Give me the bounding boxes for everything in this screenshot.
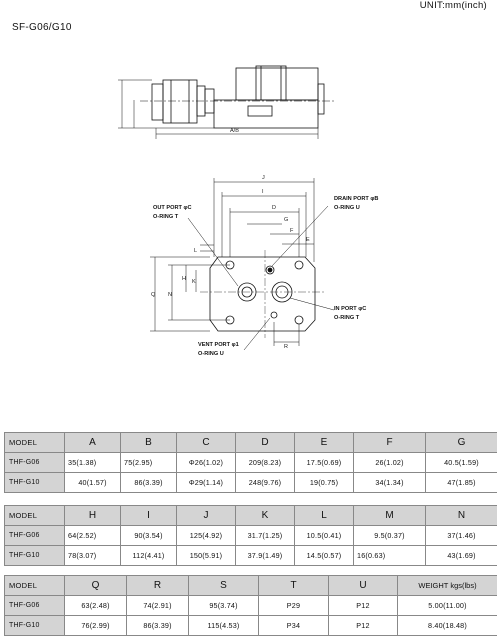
model-cell: THF-G10 <box>5 616 65 636</box>
model-cell: THF-G06 <box>5 453 65 473</box>
side-view <box>118 66 336 139</box>
dim-E: E <box>306 237 310 243</box>
table-cell: 209(8.23) <box>236 453 295 473</box>
table-cell: 10.5(0.41) <box>295 526 354 546</box>
dim-F: F <box>290 228 294 234</box>
in-oring-label: O-RING T <box>334 315 360 321</box>
table-cell: 43(1.69) <box>426 546 497 566</box>
table-cell: 37.9(1.49) <box>236 546 295 566</box>
table-cell: 16(0.63) <box>354 546 426 566</box>
table-row <box>5 473 497 493</box>
table-cell: 8.40(18.48) <box>398 616 497 636</box>
table-row <box>5 596 497 616</box>
header-cell: C <box>177 433 236 453</box>
dim-N: N <box>168 292 172 298</box>
table-cell: 19(0.75) <box>295 473 354 493</box>
header-cell: T <box>259 576 329 596</box>
header-cell: E <box>295 433 354 453</box>
header-cell: L <box>295 506 354 526</box>
table-cell: 14.5(0.57) <box>295 546 354 566</box>
table-cell: 37(1.46) <box>426 526 497 546</box>
header-cell: WEIGHT kgs(lbs) <box>398 576 497 596</box>
table-cell: 35(1.38) <box>65 453 121 473</box>
header-cell: R <box>127 576 189 596</box>
dim-K: K <box>192 279 196 285</box>
header-cell: M <box>354 506 426 526</box>
dim-L: L <box>194 248 197 254</box>
table-cell: 74(2.91) <box>127 596 189 616</box>
header-cell: MODEL <box>5 576 65 596</box>
dim-D: D <box>272 205 276 211</box>
out-oring-label: O-RING T <box>153 214 179 220</box>
in-port-label: IN PORT φC <box>334 306 366 312</box>
table-cell: 78(3.07) <box>65 546 121 566</box>
dim-G: G <box>284 217 288 223</box>
header-cell: MODEL <box>5 506 65 526</box>
header-cell: Q <box>65 576 127 596</box>
table-header-row <box>5 576 497 596</box>
dim-J: J <box>262 175 265 181</box>
table-row <box>5 453 497 473</box>
table-row <box>5 526 497 546</box>
table-header-row <box>5 433 497 453</box>
table-cell: 95(3.74) <box>189 596 259 616</box>
header-cell: S <box>189 576 259 596</box>
out-port-label: OUT PORT φC <box>153 205 192 211</box>
table-cell: 26(1.02) <box>354 453 426 473</box>
vent-port-label: VENT PORT φ1 <box>198 342 239 348</box>
model-cell: THF-G10 <box>5 473 65 493</box>
port-face-view <box>150 178 334 350</box>
table-cell: 86(3.39) <box>121 473 177 493</box>
model-cell: THF-G06 <box>5 596 65 616</box>
table-cell: 150(5.91) <box>177 546 236 566</box>
table-cell: 112(4.41) <box>121 546 177 566</box>
table-cell: 75(2.95) <box>121 453 177 473</box>
header-cell: MODEL <box>5 433 65 453</box>
table-header-row <box>5 506 497 526</box>
dim-Q: Q <box>151 292 156 298</box>
header-cell: D <box>236 433 295 453</box>
table-cell: 115(4.53) <box>189 616 259 636</box>
table-cell: 86(3.39) <box>127 616 189 636</box>
table-cell: 34(1.34) <box>354 473 426 493</box>
model-cell: THF-G10 <box>5 546 65 566</box>
table-cell: 40.5(1.59) <box>426 453 497 473</box>
dim-H: H <box>182 276 186 282</box>
table-row <box>5 546 497 566</box>
spec-table-3 <box>4 575 497 636</box>
table-cell: 64(2.52) <box>65 526 121 546</box>
table-row <box>5 616 497 636</box>
header-cell: B <box>121 433 177 453</box>
header-cell: A <box>65 433 121 453</box>
table-cell: 125(4.92) <box>177 526 236 546</box>
table-cell: 31.7(1.25) <box>236 526 295 546</box>
header-cell: U <box>329 576 398 596</box>
dim-R: R <box>284 344 288 350</box>
spec-table-1 <box>4 432 497 493</box>
table-cell: Φ29(1.14) <box>177 473 236 493</box>
table-cell: 40(1.57) <box>65 473 121 493</box>
table-cell: 90(3.54) <box>121 526 177 546</box>
header-cell: J <box>177 506 236 526</box>
model-cell: THF-G06 <box>5 526 65 546</box>
table-cell: Φ26(1.02) <box>177 453 236 473</box>
header-cell: G <box>426 433 497 453</box>
vent-oring-label: O-RING U <box>198 351 224 357</box>
table-cell: 17.5(0.69) <box>295 453 354 473</box>
table-cell: 47(1.85) <box>426 473 497 493</box>
drain-oring-label: O-RING U <box>334 205 360 211</box>
header-cell: N <box>426 506 497 526</box>
table-cell: P29 <box>259 596 329 616</box>
table-cell: P34 <box>259 616 329 636</box>
header-cell: H <box>65 506 121 526</box>
dim-top-length: A/B <box>230 128 239 134</box>
table-cell: 5.00(11.00) <box>398 596 497 616</box>
dim-I: I <box>262 189 264 195</box>
model-code: SF-G06/G10 <box>12 22 72 33</box>
header-cell: K <box>236 506 295 526</box>
drain-port-label: DRAIN PORT φB <box>334 196 378 202</box>
header-cell: I <box>121 506 177 526</box>
unit-label: UNIT:mm(inch) <box>420 0 487 11</box>
table-cell: P12 <box>329 596 398 616</box>
spec-table-2 <box>4 505 497 566</box>
header-cell: F <box>354 433 426 453</box>
table-cell: 63(2.48) <box>65 596 127 616</box>
table-cell: 76(2.99) <box>65 616 127 636</box>
table-cell: 9.5(0.37) <box>354 526 426 546</box>
table-cell: P12 <box>329 616 398 636</box>
table-cell: 248(9.76) <box>236 473 295 493</box>
